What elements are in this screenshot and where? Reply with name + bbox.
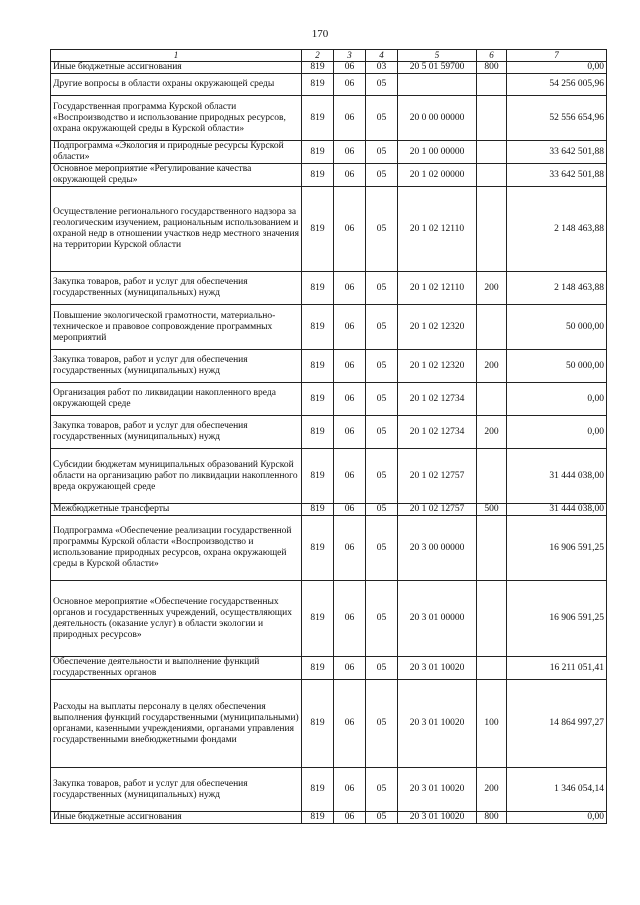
- table-row: [51, 504, 607, 516]
- row-target-cell: 20 1 00 00000: [398, 141, 477, 164]
- row-section-cell: 06: [334, 74, 366, 96]
- header-cell: 4: [366, 50, 398, 62]
- row-code-cell: 819: [302, 305, 334, 350]
- row-expense-type-cell: [477, 657, 507, 680]
- row-target-cell: 20 1 02 12320: [398, 350, 477, 383]
- row-section-cell: 06: [334, 768, 366, 812]
- table-row: [51, 768, 607, 812]
- row-code-cell: 819: [302, 812, 334, 824]
- row-subsection-cell: 05: [366, 449, 398, 504]
- row-section-cell: 06: [334, 272, 366, 305]
- table-row: [51, 187, 607, 272]
- header-cell: 6: [477, 50, 507, 62]
- table-row: [51, 680, 607, 768]
- row-name-cell: Подпрограмма «Обеспечение реализации государственной программы Курской области «Воспроизводство и использование природных ресурсов, охрана окружающей среды в Курской области»: [51, 516, 302, 581]
- row-section-cell: 06: [334, 305, 366, 350]
- row-code-cell: 819: [302, 581, 334, 657]
- table-row: [51, 305, 607, 350]
- row-name-cell: Иные бюджетные ассигнования: [51, 62, 302, 74]
- row-target-cell: 20 1 02 12320: [398, 305, 477, 350]
- header-cell: 5: [398, 50, 477, 62]
- row-name-cell: Основное мероприятие «Регулирование качества окружающей среды»: [51, 164, 302, 187]
- row-subsection-cell: 05: [366, 657, 398, 680]
- row-target-cell: 20 5 01 59700: [398, 62, 477, 74]
- row-name-cell: Подпрограмма «Экология и природные ресурсы Курской области»: [51, 141, 302, 164]
- row-name-cell: Закупка товаров, работ и услуг для обеспечения государственных (муниципальных) нужд: [51, 416, 302, 449]
- row-amount-cell: 1 346 054,14: [507, 768, 607, 812]
- row-section-cell: 06: [334, 449, 366, 504]
- row-section-cell: 06: [334, 383, 366, 416]
- row-target-cell: 20 3 01 10020: [398, 812, 477, 824]
- row-code-cell: 819: [302, 187, 334, 272]
- row-expense-type-cell: 200: [477, 768, 507, 812]
- row-name-cell: Повышение экологической грамотности, материально-техническое и правовое сопровождение программных мероприятий: [51, 305, 302, 350]
- row-target-cell: 20 1 02 12734: [398, 383, 477, 416]
- page-number: 170: [311, 28, 329, 40]
- row-code-cell: 819: [302, 449, 334, 504]
- row-amount-cell: 16 211 051,41: [507, 657, 607, 680]
- row-expense-type-cell: [477, 305, 507, 350]
- row-expense-type-cell: [477, 141, 507, 164]
- row-subsection-cell: 03: [366, 62, 398, 74]
- row-amount-cell: 2 148 463,88: [507, 187, 607, 272]
- row-section-cell: 06: [334, 581, 366, 657]
- row-subsection-cell: 05: [366, 74, 398, 96]
- row-name-cell: Обеспечение деятельности и выполнение функций государственных органов: [51, 657, 302, 680]
- row-subsection-cell: 05: [366, 581, 398, 657]
- row-subsection-cell: 05: [366, 504, 398, 516]
- row-subsection-cell: 05: [366, 187, 398, 272]
- row-target-cell: 20 3 00 00000: [398, 516, 477, 581]
- row-expense-type-cell: 800: [477, 62, 507, 74]
- row-section-cell: 06: [334, 657, 366, 680]
- table-row: [51, 416, 607, 449]
- row-subsection-cell: 05: [366, 680, 398, 768]
- row-amount-cell: 16 906 591,25: [507, 581, 607, 657]
- row-expense-type-cell: [477, 74, 507, 96]
- row-amount-cell: 33 642 501,88: [507, 164, 607, 187]
- row-code-cell: 819: [302, 141, 334, 164]
- row-code-cell: 819: [302, 383, 334, 416]
- row-subsection-cell: 05: [366, 516, 398, 581]
- row-amount-cell: 0,00: [507, 383, 607, 416]
- row-target-cell: 20 1 02 12110: [398, 187, 477, 272]
- row-amount-cell: 2 148 463,88: [507, 272, 607, 305]
- row-name-cell: Закупка товаров, работ и услуг для обеспечения государственных (муниципальных) нужд: [51, 272, 302, 305]
- row-expense-type-cell: 500: [477, 504, 507, 516]
- row-amount-cell: 0,00: [507, 416, 607, 449]
- row-amount-cell: 54 256 005,96: [507, 74, 607, 96]
- row-section-cell: 06: [334, 416, 366, 449]
- row-section-cell: 06: [334, 141, 366, 164]
- row-target-cell: 20 1 02 12757: [398, 504, 477, 516]
- row-name-cell: Основное мероприятие «Обеспечение государственных органов и государственных учреждений, осуществляющих деятельность (оказание услуг) в области экологии и природных ресурсов»: [51, 581, 302, 657]
- table-row: [51, 657, 607, 680]
- header-cell: 3: [334, 50, 366, 62]
- row-expense-type-cell: 100: [477, 680, 507, 768]
- row-amount-cell: 52 556 654,96: [507, 96, 607, 141]
- row-expense-type-cell: [477, 96, 507, 141]
- row-section-cell: 06: [334, 504, 366, 516]
- row-subsection-cell: 05: [366, 305, 398, 350]
- table-row: [51, 812, 607, 824]
- row-target-cell: [398, 74, 477, 96]
- row-expense-type-cell: [477, 516, 507, 581]
- row-code-cell: 819: [302, 74, 334, 96]
- row-section-cell: 06: [334, 96, 366, 141]
- row-expense-type-cell: [477, 383, 507, 416]
- table-row: [51, 350, 607, 383]
- row-target-cell: 20 3 01 10020: [398, 657, 477, 680]
- row-expense-type-cell: [477, 164, 507, 187]
- row-target-cell: 20 1 02 12734: [398, 416, 477, 449]
- row-amount-cell: 33 642 501,88: [507, 141, 607, 164]
- row-name-cell: Расходы на выплаты персоналу в целях обеспечения выполнения функций государственными (муниципальными) органами, казенными учреждениями, органами управления государственными внебюджетными фондами: [51, 680, 302, 768]
- row-code-cell: 819: [302, 768, 334, 812]
- row-target-cell: 20 3 01 10020: [398, 768, 477, 812]
- row-amount-cell: 0,00: [507, 62, 607, 74]
- table-row: [51, 141, 607, 164]
- row-section-cell: 06: [334, 680, 366, 768]
- table-row: [51, 581, 607, 657]
- row-expense-type-cell: [477, 449, 507, 504]
- row-subsection-cell: 05: [366, 272, 398, 305]
- row-expense-type-cell: 200: [477, 416, 507, 449]
- row-subsection-cell: 05: [366, 350, 398, 383]
- row-subsection-cell: 05: [366, 141, 398, 164]
- row-name-cell: Межбюджетные трансферты: [51, 504, 302, 516]
- table-row: [51, 383, 607, 416]
- row-target-cell: 20 1 02 00000: [398, 164, 477, 187]
- row-section-cell: 06: [334, 187, 366, 272]
- table-row: [51, 96, 607, 141]
- row-code-cell: 819: [302, 504, 334, 516]
- row-expense-type-cell: [477, 187, 507, 272]
- row-name-cell: Субсидии бюджетам муниципальных образований Курской области на организацию работ по ликвидации накопленного вреда окружающей среде: [51, 449, 302, 504]
- row-code-cell: 819: [302, 350, 334, 383]
- row-code-cell: 819: [302, 272, 334, 305]
- table-header-row: [51, 50, 607, 62]
- row-subsection-cell: 05: [366, 416, 398, 449]
- row-amount-cell: 0,00: [507, 812, 607, 824]
- row-amount-cell: 50 000,00: [507, 350, 607, 383]
- header-cell: 1: [51, 50, 302, 62]
- row-expense-type-cell: [477, 581, 507, 657]
- row-name-cell: Осуществление регионального государственного надзора за геологическим изучением, рациональным использованием и охраной недр в отношении участков недр местного значения на территории Курской области: [51, 187, 302, 272]
- row-code-cell: 819: [302, 62, 334, 74]
- row-target-cell: 20 0 00 00000: [398, 96, 477, 141]
- row-name-cell: Организация работ по ликвидации накопленного вреда окружающей среде: [51, 383, 302, 416]
- row-code-cell: 819: [302, 164, 334, 187]
- row-name-cell: Закупка товаров, работ и услуг для обеспечения государственных (муниципальных) нужд: [51, 768, 302, 812]
- table-row: [51, 272, 607, 305]
- row-name-cell: Иные бюджетные ассигнования: [51, 812, 302, 824]
- row-section-cell: 06: [334, 62, 366, 74]
- row-code-cell: 819: [302, 416, 334, 449]
- row-target-cell: 20 3 01 10020: [398, 680, 477, 768]
- row-section-cell: 06: [334, 516, 366, 581]
- row-subsection-cell: 05: [366, 383, 398, 416]
- row-name-cell: Другие вопросы в области охраны окружающей среды: [51, 74, 302, 96]
- table-row: [51, 74, 607, 96]
- row-code-cell: 819: [302, 680, 334, 768]
- row-amount-cell: 14 864 997,27: [507, 680, 607, 768]
- row-expense-type-cell: 200: [477, 350, 507, 383]
- table-row: [51, 449, 607, 504]
- row-code-cell: 819: [302, 657, 334, 680]
- row-amount-cell: 31 444 038,00: [507, 449, 607, 504]
- row-target-cell: 20 1 02 12110: [398, 272, 477, 305]
- row-code-cell: 819: [302, 516, 334, 581]
- row-subsection-cell: 05: [366, 812, 398, 824]
- row-target-cell: 20 3 01 00000: [398, 581, 477, 657]
- row-expense-type-cell: 800: [477, 812, 507, 824]
- row-section-cell: 06: [334, 350, 366, 383]
- table-row: [51, 62, 607, 74]
- row-section-cell: 06: [334, 164, 366, 187]
- row-name-cell: Закупка товаров, работ и услуг для обеспечения государственных (муниципальных) нужд: [51, 350, 302, 383]
- row-amount-cell: 50 000,00: [507, 305, 607, 350]
- budget-table: [50, 49, 607, 824]
- row-subsection-cell: 05: [366, 164, 398, 187]
- table-row: [51, 516, 607, 581]
- row-name-cell: Государственная программа Курской области «Воспроизводство и использование природных ресурсов, охрана окружающей среды в Курской области»: [51, 96, 302, 141]
- row-subsection-cell: 05: [366, 768, 398, 812]
- row-code-cell: 819: [302, 96, 334, 141]
- table-row: [51, 164, 607, 187]
- row-amount-cell: 16 906 591,25: [507, 516, 607, 581]
- row-subsection-cell: 05: [366, 96, 398, 141]
- row-target-cell: 20 1 02 12757: [398, 449, 477, 504]
- row-section-cell: 06: [334, 812, 366, 824]
- header-cell: 2: [302, 50, 334, 62]
- row-amount-cell: 31 444 038,00: [507, 504, 607, 516]
- header-cell: 7: [507, 50, 607, 62]
- row-expense-type-cell: 200: [477, 272, 507, 305]
